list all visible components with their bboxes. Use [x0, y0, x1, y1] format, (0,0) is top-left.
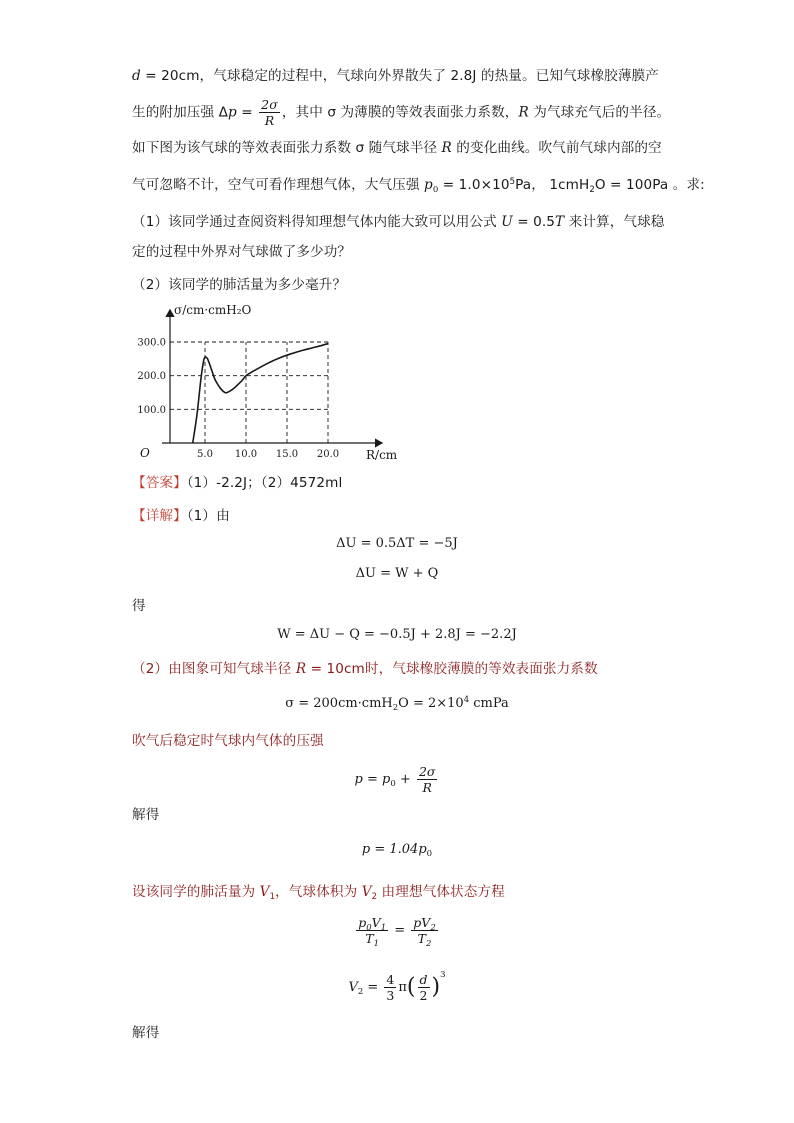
de-text-1: 得 — [132, 598, 146, 614]
equation-2: ΔU = W + Q — [355, 566, 439, 581]
step-2-line: （2）由图象可知气球半径 R = 10cm时，气球橡胶薄膜的等效表面张力系数 — [132, 661, 598, 677]
equation-5: $p = p_0$ + $\frac{2\sigma}{R}$ — [354, 764, 436, 795]
question1-line2: 定的过程中外界对气球做了多少功？ — [132, 244, 352, 260]
para1-line4: 气可忽略不计，空气可看作理想气体，大气压强 $p_0 = 1.0\times 10^5Pa$， 1cmH$_2$O = 100Pa 。求: — [132, 177, 705, 195]
x-tick-label: 15.0 — [275, 449, 299, 460]
x-tick-label: 20.0 — [316, 449, 340, 460]
y-tick-label: 200.0 — [137, 371, 166, 383]
equation-6: $p = 1.04p_0$ — [361, 842, 433, 859]
y-tick-label: 100.0 — [137, 404, 166, 416]
step-3-line: 吹气后稳定时气球内气体的压强 — [132, 733, 324, 749]
para1-line3: 如下图为该气球的等效表面张力系数 σ 随气球半径 R 的变化曲线。吹气前气球内部的空 — [132, 140, 662, 156]
equation-7-right-fraction: $\frac{pV_2}{T_2}$ — [413, 915, 436, 949]
x-axis-label: R/cm — [366, 448, 398, 462]
y-tick-label: 300.0 — [137, 337, 166, 349]
jie-text-2: 解得 — [132, 1025, 160, 1041]
origin-label: O — [140, 446, 150, 460]
y-axis-label: σ/cm·cmH₂O — [174, 303, 252, 317]
equation-7: $\frac{p_0V_1}{T_1}$ = $\frac{pV_2}{T_2}$ — [358, 915, 436, 949]
step-4-line: 设该同学的肺活量为 $V_1$，气球体积为 $V_2$ 由理想气体状态方程 — [132, 884, 505, 902]
equation-4: $\sigma = 200cm\cdot cmH_2O = 2\times 10^4$ cmPa — [285, 695, 509, 713]
x-tick-label: 5.0 — [197, 449, 213, 460]
equation-1: ΔU = 0.5ΔT = −5J — [336, 536, 458, 551]
equation-3: W = ΔU − Q = −0.5J + 2.8J = −2.2J — [277, 627, 517, 642]
question1-line1: （1）该同学通过查阅资料得知理想气体内能大致可以用公式 U = 0.5T 来计算，气球稳 — [132, 214, 665, 230]
answer-label: 【答案】 — [132, 475, 187, 491]
para1-line1: d = 20cm，气球稳定的过程中，气球向外界散失了 2.8J 的热量。已知气球橡胶薄膜产 — [132, 68, 659, 84]
equation-5-fraction: $\frac{2\sigma}{R}$ — [418, 764, 436, 795]
para1-line2: 生的附加压强 Δp = $\frac{2\sigma}{R}$ ，其中 σ 为薄膜的等效表面张力系数，R 为气球充气后的半径。 — [132, 97, 671, 128]
equation-7-left-fraction: $\frac{p_0V_1}{T_1}$ — [358, 915, 387, 949]
equation-8-coefficient: $\frac{4}{3}$ — [386, 972, 395, 1003]
pressure-fraction: $\frac{2\sigma}{R}$ — [261, 97, 278, 128]
equation-8: $V_2$ = $\frac{4}{3}$ π( $\frac{d}{2}$ )$^3$ — [348, 970, 446, 1003]
answer-line: 【答案】（1）-2.2J；（2）4572ml — [132, 475, 343, 491]
detail-line: 【详解】（1）由 — [132, 508, 230, 524]
question2: （2）该同学的肺活量为多少毫升？ — [132, 277, 347, 293]
x-tick-label: 10.0 — [234, 449, 258, 460]
sigma-vs-radius-chart — [128, 300, 398, 468]
detail-label: 【详解】 — [132, 508, 187, 524]
sigma-curve — [193, 344, 328, 443]
equation-8-inner-fraction: $\frac{d}{2}$ — [419, 972, 428, 1003]
jie-text-1: 解得 — [132, 807, 160, 823]
